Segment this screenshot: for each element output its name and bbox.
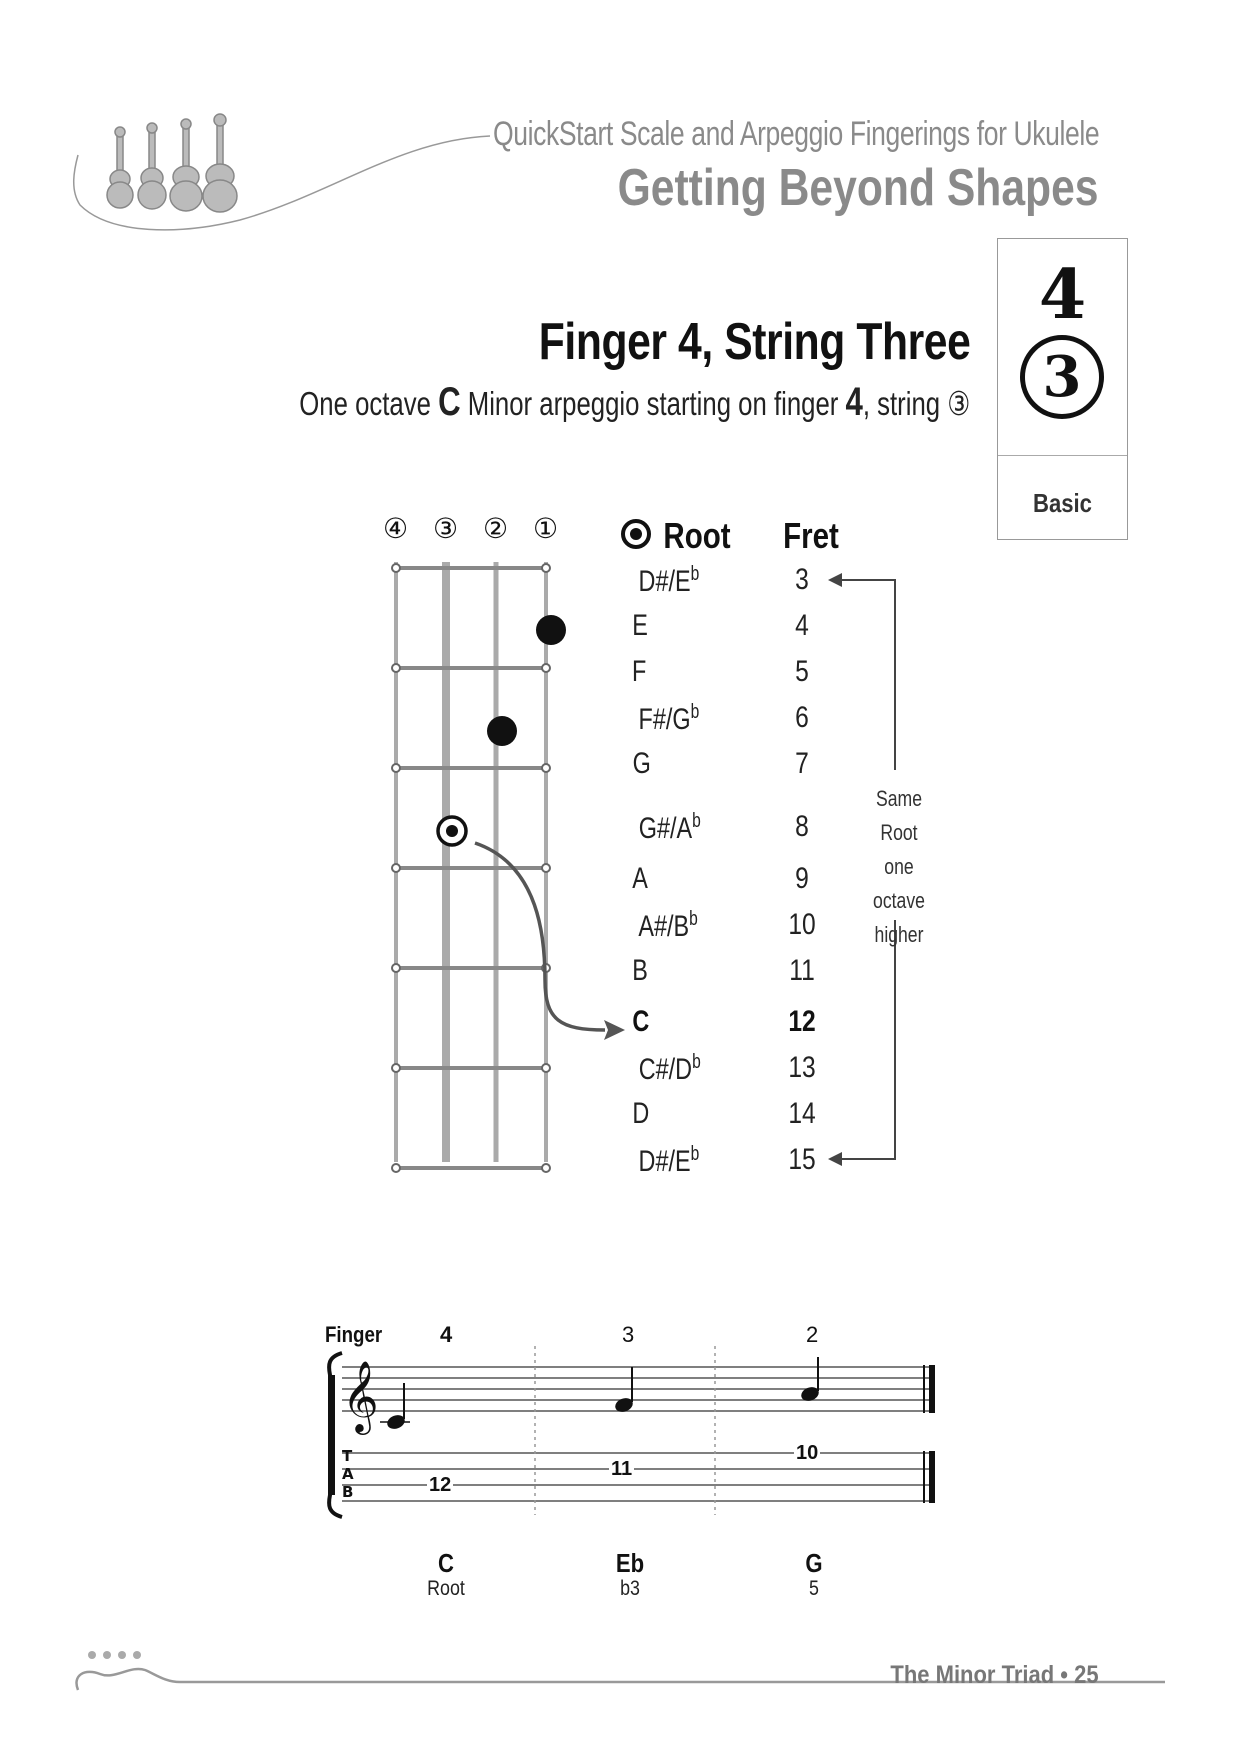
note-row-11: D bbox=[632, 1097, 650, 1130]
footer-page-label: The Minor Triad • 25 bbox=[890, 1661, 1099, 1689]
fret-row-9: 12 bbox=[788, 1005, 816, 1038]
string-label-3: ③ bbox=[433, 512, 459, 545]
fret-row-6: 9 bbox=[795, 862, 809, 895]
book-subtitle: Getting Beyond Shapes bbox=[618, 159, 1099, 217]
fret-row-5: 8 bbox=[795, 810, 809, 843]
badge-divider bbox=[998, 455, 1127, 456]
fret-row-7: 10 bbox=[788, 908, 816, 941]
page-heading: Finger 4, String Three bbox=[538, 313, 970, 371]
finger-number-3: 2 bbox=[806, 1322, 819, 1347]
string-label-1: ① bbox=[533, 512, 559, 545]
chord-name-3: G bbox=[805, 1548, 823, 1578]
note-row-2: F bbox=[632, 655, 647, 688]
string-label-2: ② bbox=[483, 512, 509, 545]
fret-row-4: 7 bbox=[795, 747, 809, 780]
tab-fret-3: 10 bbox=[796, 1442, 819, 1464]
fret-row-3: 6 bbox=[795, 701, 809, 734]
octave-annotation: Same Root one octave higher bbox=[873, 786, 925, 947]
badge-finger-number: 4 bbox=[1038, 255, 1087, 335]
badge-level: Basic bbox=[1033, 488, 1092, 518]
note-row-12: $D\#/E^b$ bbox=[638, 1143, 700, 1178]
fretboard-diagram bbox=[380, 550, 630, 1190]
svg-text:A: A bbox=[342, 1465, 354, 1483]
notation-staff bbox=[320, 1345, 950, 1525]
tab-fret-2: 11 bbox=[611, 1458, 633, 1480]
svg-text:B: B bbox=[342, 1483, 354, 1501]
interval-2: b3 bbox=[620, 1577, 640, 1600]
interval-1: Root bbox=[427, 1577, 465, 1600]
book-title: QuickStart Scale and Arpeggio Fingerings for Ukulele bbox=[492, 115, 1099, 153]
note-row-5: $G\#/A^b$ bbox=[638, 810, 701, 845]
finger-number-2: 3 bbox=[622, 1322, 635, 1347]
fret-row-11: 14 bbox=[788, 1097, 816, 1130]
root-dot-string-3 bbox=[438, 817, 466, 845]
finger-dot-string-1 bbox=[536, 615, 566, 645]
finger-string-badge bbox=[997, 238, 1128, 540]
note-row-6: A bbox=[632, 862, 648, 895]
fret-row-8: 11 bbox=[789, 954, 815, 987]
note-row-9: C bbox=[632, 1005, 650, 1038]
fret-row-2: 5 bbox=[795, 655, 809, 688]
finger-row-label: Finger bbox=[325, 1322, 383, 1347]
note-row-10: $C\#/D^b$ bbox=[638, 1051, 701, 1086]
note-row-4: G bbox=[632, 747, 651, 780]
fret-row-12: 15 bbox=[788, 1143, 816, 1176]
note-row-0: $D\#/E^b$ bbox=[638, 563, 700, 598]
chord-name-2: Eb bbox=[615, 1548, 645, 1578]
note-row-1: E bbox=[632, 609, 648, 642]
interval-3: 5 bbox=[809, 1577, 819, 1600]
note-row-8: B bbox=[632, 954, 648, 987]
chord-name-1: C bbox=[438, 1548, 454, 1578]
finger-dot-string-2 bbox=[487, 716, 517, 746]
root-column-header: Root bbox=[663, 515, 731, 556]
fret-row-0: 3 bbox=[795, 563, 809, 596]
note-row-7: $A\#/B^b$ bbox=[638, 908, 698, 943]
tab-fret-1: 12 bbox=[429, 1474, 452, 1496]
badge-string-number: 3 bbox=[1020, 335, 1104, 419]
fret-row-10: 13 bbox=[788, 1051, 816, 1084]
svg-text:T: T bbox=[342, 1447, 353, 1465]
ukulele-logo-icon bbox=[70, 100, 500, 240]
root-symbol-icon bbox=[620, 518, 652, 550]
lesson-description: One octave C Minor arpeggio starting on finger 4, string ③ bbox=[298, 380, 970, 424]
finger-number-1: 4 bbox=[440, 1322, 453, 1347]
note-row-3: $F\#/G^b$ bbox=[638, 701, 700, 736]
fret-column-header: Fret bbox=[783, 515, 839, 556]
fret-row-1: 4 bbox=[795, 609, 809, 642]
svg-text:𝄞: 𝄞 bbox=[342, 1359, 379, 1432]
string-label-4: ④ bbox=[383, 512, 409, 545]
